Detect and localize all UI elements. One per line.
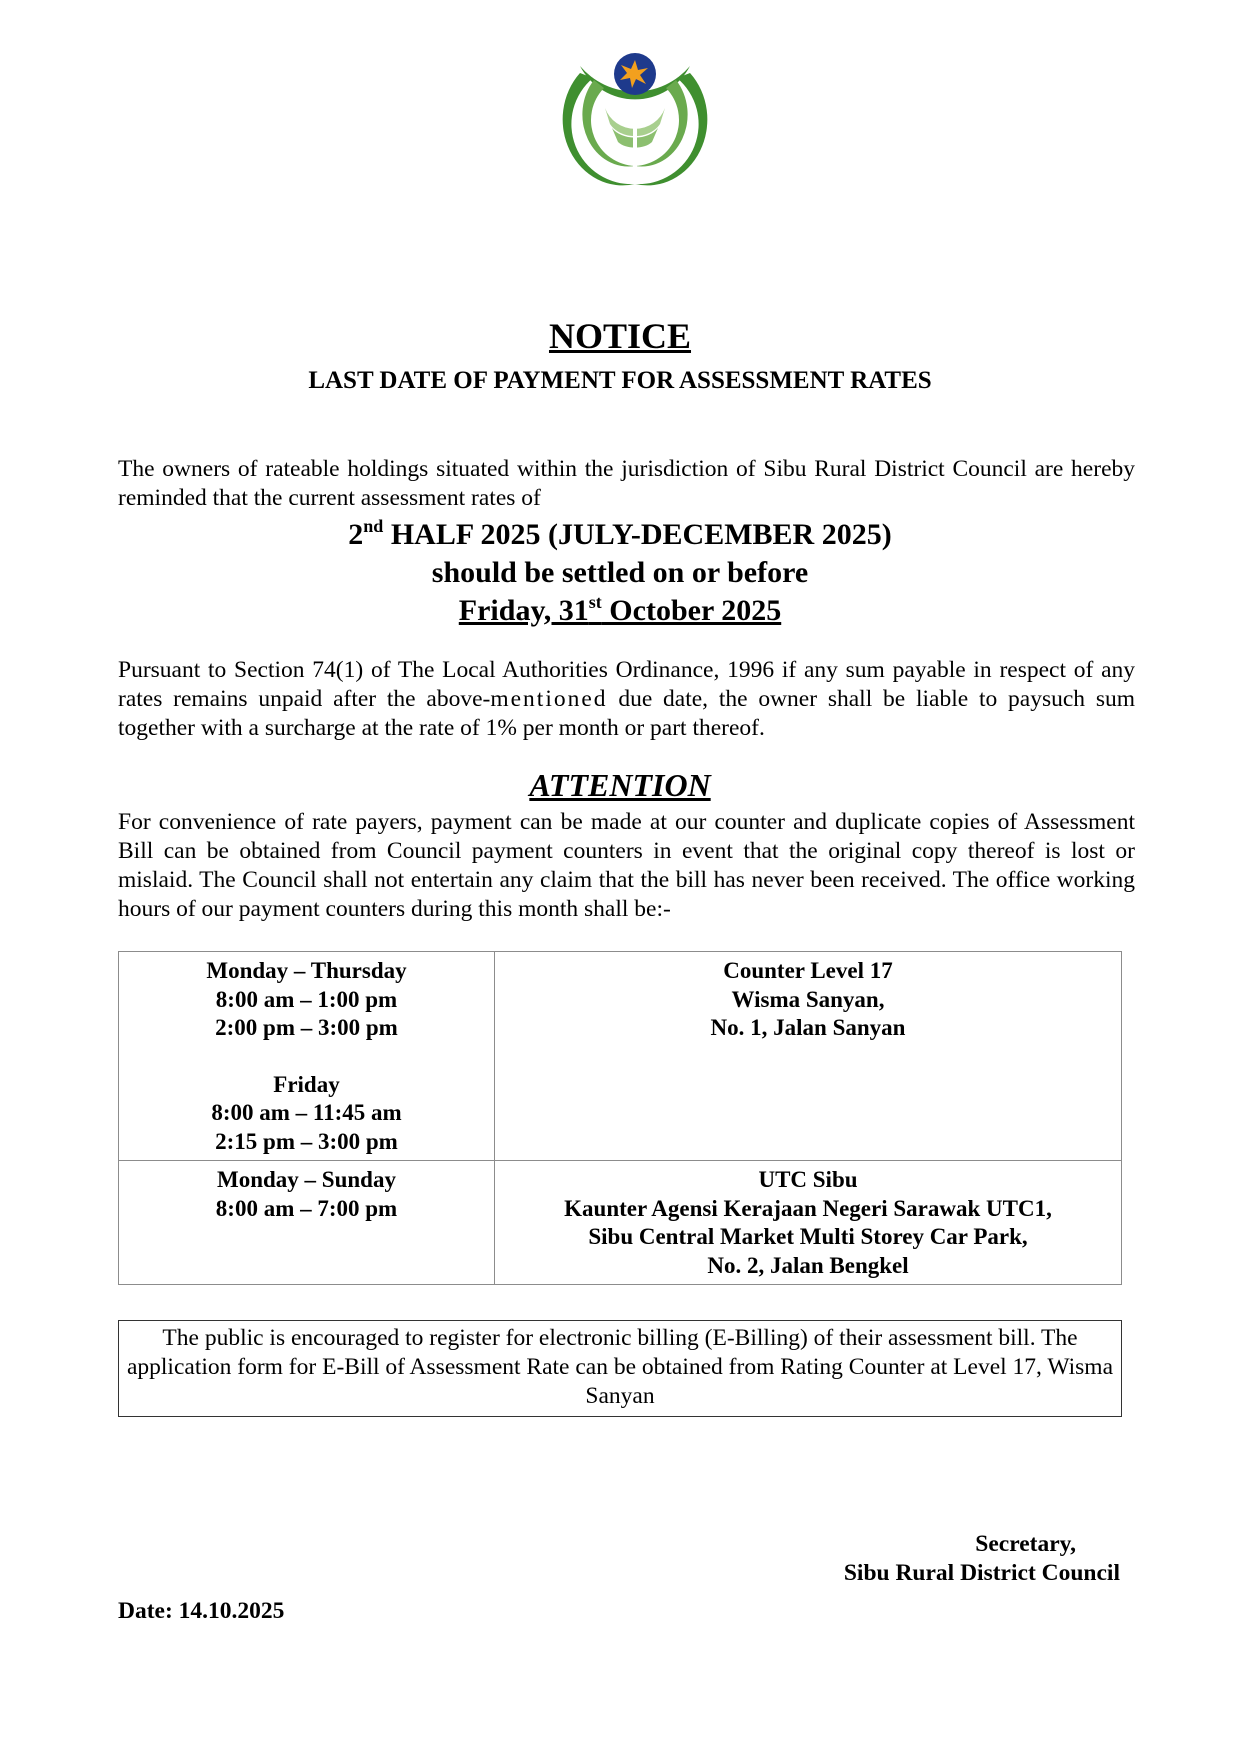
attention-heading: ATTENTION: [529, 767, 711, 803]
notice-date: Date: 14.10.2025: [118, 1598, 285, 1624]
attention-paragraph: For convenience of rate payers, payment can be made at our counter and duplicate copies of Assessment Bill can be obtained from Council payment counters in event that the original copy thereof is lost or mislaid. The Council shall not entertain any claim that the bill has never been received. The office working hours of our payment counters during this month shall be:-: [118, 809, 1135, 922]
ebilling-notice-box: The public is encouraged to register for electronic billing (E-Billing) of their assessment bill. The application form for E-Bill of Assessment Rate can be obtained from Rating Counter at Level 17, Wisma Sanyan: [118, 1320, 1122, 1417]
hours-cell: Monday – Thursday 8:00 am – 1:00 pm 2:00 pm – 3:00 pm Friday 8:00 am – 11:45 am 2:15 pm – 3:00 pm: [119, 952, 495, 1161]
signature-block: [820, 1530, 1120, 1588]
council-logo: [560, 48, 710, 196]
hours-cell: Monday – Sunday 8:00 am – 7:00 pm: [119, 1161, 495, 1285]
location-cell: Counter Level 17 Wisma Sanyan, No. 1, Jalan Sanyan: [495, 952, 1122, 1161]
due-date-highlight: [0, 516, 1240, 630]
pursuant-paragraph: Pursuant to Section 74(1) of The Local Authorities Ordinance, 1996 if any sum payable in respect of any rates remains unpaid after the above-mentioned due date, the owner shall be liable to paysuch sum together with a surcharge at the rate of 1% per month or part thereof.: [118, 657, 1135, 741]
notice-title: NOTICE: [548, 316, 692, 356]
council-crest-icon: [560, 48, 710, 196]
table-row: [119, 1161, 1122, 1285]
table-row: [119, 952, 1122, 1161]
highlight-period: 2nd HALF 2025 (JULY-DECEMBER 2025): [348, 516, 892, 551]
highlight-date: Friday, 31st October 2025: [458, 592, 782, 627]
office-hours-table: [118, 951, 1122, 1285]
signature-org: Sibu Rural District Council: [843, 1560, 1120, 1586]
location-cell: UTC Sibu Kaunter Agensi Kerajaan Negeri Sarawak UTC1, Sibu Central Market Multi Storey Car Park, No. 2, Jalan Bengkel: [495, 1161, 1122, 1285]
highlight-settle: should be settled on or before: [431, 556, 809, 589]
intro-paragraph: The owners of rateable holdings situated within the jurisdiction of Sibu Rural District Council are hereby reminded that the current assessment rates of: [118, 456, 1135, 511]
notice-subtitle: LAST DATE OF PAYMENT FOR ASSESSMENT RATES: [308, 367, 932, 394]
signature-title: Secretary,: [975, 1531, 1076, 1557]
